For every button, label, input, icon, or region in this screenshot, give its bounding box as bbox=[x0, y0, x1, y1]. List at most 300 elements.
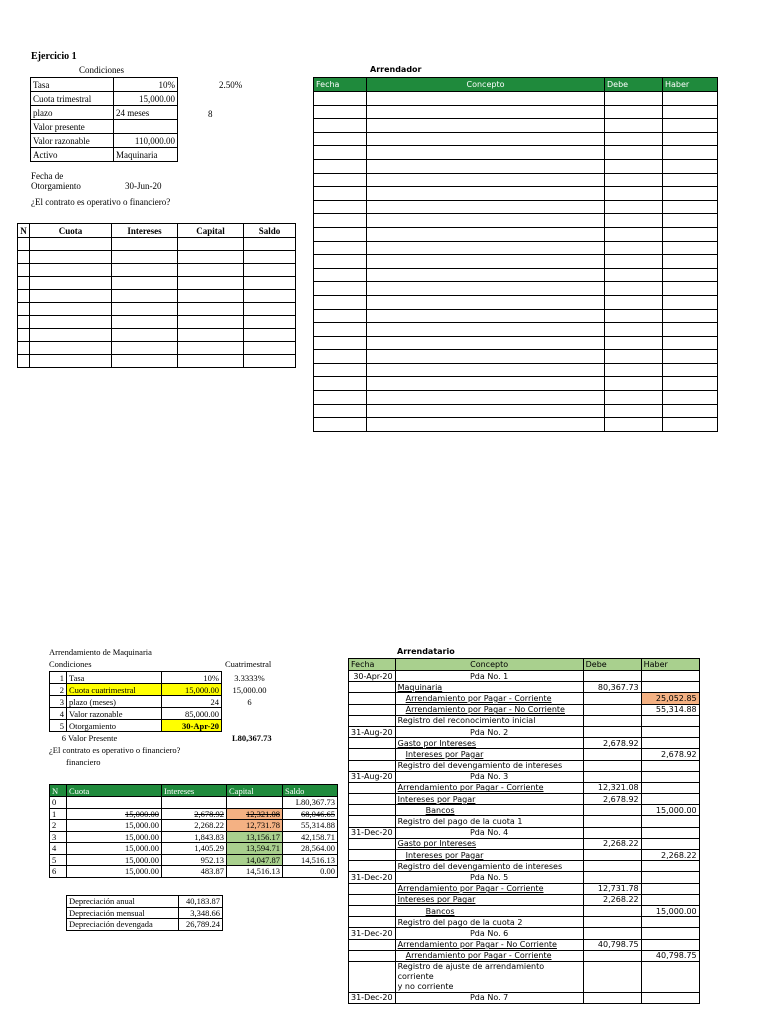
journal-row bbox=[349, 726, 700, 737]
arrendador-header: Haber bbox=[663, 78, 718, 92]
empty-cell[interactable] bbox=[605, 268, 663, 282]
table-row bbox=[50, 843, 338, 855]
journal-concepto bbox=[395, 838, 583, 849]
conditions-title: Condiciones bbox=[79, 65, 124, 75]
journal-debe bbox=[583, 861, 641, 872]
empty-cell[interactable] bbox=[314, 227, 367, 241]
condition-label: plazo bbox=[31, 106, 114, 120]
empty-cell[interactable] bbox=[663, 418, 718, 432]
empty-cell[interactable] bbox=[314, 309, 367, 323]
journal-fecha bbox=[349, 805, 396, 816]
journal-row bbox=[349, 794, 700, 805]
empty-cell[interactable] bbox=[178, 264, 244, 277]
empty-cell[interactable] bbox=[244, 303, 296, 316]
journal-fecha bbox=[349, 794, 396, 805]
journal-haber bbox=[641, 726, 699, 737]
journal-concepto bbox=[395, 950, 583, 961]
amort-intereses: 483.87 bbox=[162, 866, 227, 878]
empty-cell[interactable] bbox=[663, 363, 718, 377]
journal-row bbox=[349, 693, 700, 704]
empty-cell[interactable] bbox=[663, 187, 718, 201]
empty-cell[interactable] bbox=[367, 146, 605, 160]
side-rate: 2.50% bbox=[219, 80, 243, 90]
journal-concepto bbox=[395, 883, 583, 894]
journal-row bbox=[349, 872, 700, 883]
condition-row bbox=[31, 78, 178, 92]
table-row bbox=[314, 282, 718, 296]
condition-label: Cuota trimestral bbox=[31, 92, 114, 106]
bottom-amort-table bbox=[49, 784, 338, 878]
condition-side: 15,000.00 bbox=[232, 684, 267, 695]
empty-cell[interactable] bbox=[244, 342, 296, 355]
empty-cell[interactable] bbox=[605, 255, 663, 269]
condition-row bbox=[50, 720, 278, 732]
empty-cell[interactable] bbox=[367, 159, 605, 173]
amort-capital bbox=[227, 797, 283, 809]
condition-value bbox=[114, 120, 178, 134]
journal-fecha bbox=[349, 782, 396, 793]
empty-cell[interactable] bbox=[605, 282, 663, 296]
empty-cell[interactable] bbox=[112, 355, 178, 368]
fecha-label-line1: Fecha de bbox=[31, 171, 64, 181]
empty-cell[interactable] bbox=[367, 227, 605, 241]
empty-cell[interactable] bbox=[178, 342, 244, 355]
journal-header: Debe bbox=[583, 659, 641, 671]
journal-row bbox=[349, 816, 700, 827]
journal-row bbox=[349, 715, 700, 726]
empty-cell[interactable] bbox=[30, 342, 112, 355]
journal-debe bbox=[583, 961, 641, 992]
depreciation-row bbox=[67, 896, 223, 908]
journal-fecha bbox=[349, 760, 396, 771]
empty-cell[interactable] bbox=[30, 355, 112, 368]
empty-cell[interactable] bbox=[663, 173, 718, 187]
empty-cell[interactable] bbox=[605, 105, 663, 119]
empty-cell[interactable] bbox=[314, 187, 367, 201]
empty-cell[interactable] bbox=[18, 316, 30, 329]
empty-cell[interactable] bbox=[244, 277, 296, 290]
empty-cell[interactable] bbox=[605, 323, 663, 337]
empty-cell[interactable] bbox=[605, 377, 663, 391]
empty-cell[interactable] bbox=[605, 404, 663, 418]
empty-cell[interactable] bbox=[367, 241, 605, 255]
amort-capital: 14,047.87 bbox=[227, 854, 283, 866]
empty-cell[interactable] bbox=[314, 214, 367, 228]
table-row bbox=[314, 404, 718, 418]
empty-cell[interactable] bbox=[605, 159, 663, 173]
journal-haber: 15,000.00 bbox=[641, 805, 699, 816]
empty-cell[interactable] bbox=[314, 350, 367, 364]
journal-debe: 40,798.75 bbox=[583, 939, 641, 950]
depreciation-table bbox=[66, 895, 223, 931]
empty-cell[interactable] bbox=[112, 264, 178, 277]
amort-header: Intereses bbox=[112, 224, 178, 238]
empty-cell[interactable] bbox=[30, 264, 112, 277]
journal-debe bbox=[583, 816, 641, 827]
empty-cell[interactable] bbox=[178, 303, 244, 316]
empty-cell[interactable] bbox=[367, 255, 605, 269]
empty-cell[interactable] bbox=[663, 404, 718, 418]
table-row bbox=[314, 187, 718, 201]
empty-cell[interactable] bbox=[30, 329, 112, 342]
empty-cell[interactable] bbox=[367, 105, 605, 119]
journal-concepto: Registro del pago de la cuota 2 bbox=[395, 917, 583, 928]
period-label: Cuatrimestral bbox=[225, 659, 272, 669]
journal-haber: 15,000.00 bbox=[641, 905, 699, 916]
journal-haber bbox=[641, 738, 699, 749]
empty-cell[interactable] bbox=[244, 264, 296, 277]
journal-haber bbox=[641, 827, 699, 838]
empty-cell[interactable] bbox=[663, 132, 718, 146]
empty-cell[interactable] bbox=[314, 295, 367, 309]
empty-cell[interactable] bbox=[314, 241, 367, 255]
empty-cell[interactable] bbox=[367, 323, 605, 337]
empty-cell[interactable] bbox=[314, 391, 367, 405]
journal-concepto: Registro del pago de la cuota 1 bbox=[395, 816, 583, 827]
journal-debe: 2,268.22 bbox=[583, 894, 641, 905]
journal-row bbox=[349, 749, 700, 760]
condition-number: 5 bbox=[50, 720, 67, 732]
empty-cell[interactable] bbox=[367, 214, 605, 228]
condition-label: Activo bbox=[31, 148, 114, 162]
empty-cell[interactable] bbox=[367, 377, 605, 391]
empty-cell[interactable] bbox=[605, 227, 663, 241]
amort-header: N bbox=[50, 785, 67, 797]
amort-header: Capital bbox=[227, 785, 283, 797]
amort-cuota: 15,000.00 bbox=[67, 866, 162, 878]
table-row bbox=[314, 214, 718, 228]
empty-cell[interactable] bbox=[30, 290, 112, 303]
empty-cell[interactable] bbox=[314, 200, 367, 214]
journal-row bbox=[349, 738, 700, 749]
empty-cell[interactable] bbox=[178, 355, 244, 368]
empty-cell[interactable] bbox=[605, 241, 663, 255]
table-row bbox=[18, 355, 296, 368]
table-row bbox=[314, 255, 718, 269]
table-row bbox=[314, 377, 718, 391]
journal-debe bbox=[583, 950, 641, 961]
empty-cell[interactable] bbox=[605, 214, 663, 228]
empty-cell[interactable] bbox=[112, 342, 178, 355]
journal-concepto bbox=[395, 693, 583, 704]
empty-cell[interactable] bbox=[112, 277, 178, 290]
journal-haber bbox=[641, 872, 699, 883]
depreciation-label: Depreciación mensual bbox=[67, 907, 179, 919]
conditions-table bbox=[30, 77, 178, 162]
condition-number: 3 bbox=[50, 696, 67, 708]
empty-cell[interactable] bbox=[18, 290, 30, 303]
condition-row bbox=[50, 672, 278, 684]
empty-cell[interactable] bbox=[605, 200, 663, 214]
account-name: Bancos bbox=[425, 906, 455, 916]
empty-cell[interactable] bbox=[30, 251, 112, 264]
amort-capital: 14,516.13 bbox=[227, 866, 283, 878]
journal-debe bbox=[583, 726, 641, 737]
journal-row bbox=[349, 917, 700, 928]
table-row bbox=[314, 323, 718, 337]
empty-cell[interactable] bbox=[367, 119, 605, 133]
empty-cell[interactable] bbox=[112, 238, 178, 251]
empty-cell[interactable] bbox=[605, 146, 663, 160]
table-row bbox=[18, 264, 296, 277]
empty-cell[interactable] bbox=[663, 350, 718, 364]
journal-row bbox=[349, 950, 700, 961]
journal-debe bbox=[583, 905, 641, 916]
journal-row bbox=[349, 671, 700, 682]
journal-concepto: Pda No. 4 bbox=[395, 827, 583, 838]
table-row bbox=[314, 227, 718, 241]
empty-cell[interactable] bbox=[112, 316, 178, 329]
empty-cell[interactable] bbox=[314, 255, 367, 269]
journal-debe bbox=[583, 704, 641, 715]
empty-cell[interactable] bbox=[18, 238, 30, 251]
condition-number: 2 bbox=[50, 684, 67, 696]
amort-header: Saldo bbox=[244, 224, 296, 238]
empty-cell[interactable] bbox=[314, 119, 367, 133]
table-row bbox=[18, 251, 296, 264]
empty-cell[interactable] bbox=[244, 329, 296, 342]
table-row bbox=[314, 105, 718, 119]
depreciation-row bbox=[67, 919, 223, 931]
journal-concepto bbox=[395, 749, 583, 760]
empty-cell[interactable] bbox=[605, 295, 663, 309]
empty-cell[interactable] bbox=[367, 132, 605, 146]
empty-cell[interactable] bbox=[244, 238, 296, 251]
empty-cell[interactable] bbox=[314, 323, 367, 337]
empty-cell[interactable] bbox=[18, 303, 30, 316]
arrendador-header: Debe bbox=[605, 78, 663, 92]
condition-value: Maquinaria bbox=[114, 148, 178, 162]
journal-header: Fecha bbox=[349, 659, 396, 671]
journal-concepto bbox=[395, 939, 583, 950]
arrendador-table bbox=[313, 77, 718, 432]
journal-haber bbox=[641, 671, 699, 682]
amort-n: 2 bbox=[50, 820, 67, 832]
top-question: ¿El contrato es operativo o financiero? bbox=[31, 197, 171, 207]
account-name: Intereses por Pagar bbox=[405, 850, 484, 860]
amort-n: 5 bbox=[50, 854, 67, 866]
empty-cell[interactable] bbox=[30, 316, 112, 329]
empty-cell[interactable] bbox=[367, 173, 605, 187]
empty-cell[interactable] bbox=[663, 336, 718, 350]
empty-cell[interactable] bbox=[367, 92, 605, 106]
empty-cell[interactable] bbox=[605, 132, 663, 146]
amort-header: Cuota bbox=[30, 224, 112, 238]
empty-cell[interactable] bbox=[112, 329, 178, 342]
empty-cell[interactable] bbox=[605, 173, 663, 187]
bottom-answer: financiero bbox=[66, 757, 101, 767]
empty-cell[interactable] bbox=[178, 329, 244, 342]
empty-cell[interactable] bbox=[367, 363, 605, 377]
empty-cell[interactable] bbox=[367, 391, 605, 405]
empty-cell[interactable] bbox=[244, 290, 296, 303]
journal-concepto bbox=[395, 682, 583, 693]
empty-cell[interactable] bbox=[244, 355, 296, 368]
account-name: Arrendamiento por Pagar - Corriente bbox=[405, 951, 552, 961]
account-name: Intereses por Pagar bbox=[405, 749, 484, 759]
empty-cell[interactable] bbox=[663, 295, 718, 309]
journal-concepto: Pda No. 6 bbox=[395, 928, 583, 939]
empty-cell[interactable] bbox=[663, 377, 718, 391]
fecha-value: 30-Jun-20 bbox=[125, 181, 162, 191]
journal-haber bbox=[641, 782, 699, 793]
empty-cell[interactable] bbox=[314, 105, 367, 119]
empty-cell[interactable] bbox=[18, 342, 30, 355]
empty-cell[interactable] bbox=[244, 251, 296, 264]
side-periods: 8 bbox=[208, 109, 213, 119]
top-amort-table bbox=[17, 223, 296, 368]
bottom-conditions-table bbox=[49, 671, 278, 732]
empty-cell[interactable] bbox=[314, 132, 367, 146]
condition-value: 10% bbox=[114, 78, 178, 92]
condition-row bbox=[50, 696, 278, 708]
journal-haber bbox=[641, 894, 699, 905]
empty-cell[interactable] bbox=[605, 336, 663, 350]
journal-concepto bbox=[395, 794, 583, 805]
empty-cell[interactable] bbox=[314, 282, 367, 296]
journal-fecha: 31-Aug-20 bbox=[349, 771, 396, 782]
empty-cell[interactable] bbox=[367, 350, 605, 364]
amort-cuota: 15,000.00 bbox=[67, 831, 162, 843]
empty-cell[interactable] bbox=[605, 92, 663, 106]
empty-cell[interactable] bbox=[18, 277, 30, 290]
empty-cell[interactable] bbox=[605, 418, 663, 432]
journal-debe: 80,367.73 bbox=[583, 682, 641, 693]
empty-cell[interactable] bbox=[367, 187, 605, 201]
journal-haber bbox=[641, 816, 699, 827]
journal-haber bbox=[641, 939, 699, 950]
condition-label: Otorgamiento bbox=[67, 720, 162, 732]
journal-debe: 12,321.08 bbox=[583, 782, 641, 793]
empty-cell[interactable] bbox=[663, 309, 718, 323]
journal-fecha bbox=[349, 883, 396, 894]
account-name: Gasto por Intereses bbox=[397, 738, 477, 748]
empty-cell[interactable] bbox=[314, 336, 367, 350]
journal-concepto bbox=[395, 894, 583, 905]
empty-cell[interactable] bbox=[663, 323, 718, 337]
empty-cell[interactable] bbox=[178, 277, 244, 290]
bottom-question: ¿El contrato es operativo o financiero? bbox=[49, 745, 181, 755]
table-row bbox=[18, 329, 296, 342]
empty-cell[interactable] bbox=[663, 119, 718, 133]
empty-cell[interactable] bbox=[367, 336, 605, 350]
empty-cell[interactable] bbox=[18, 251, 30, 264]
empty-cell[interactable] bbox=[314, 404, 367, 418]
empty-cell[interactable] bbox=[18, 355, 30, 368]
depreciation-label: Depreciación devengada bbox=[67, 919, 179, 931]
condition-label: plazo (meses) bbox=[67, 696, 162, 708]
empty-cell[interactable] bbox=[663, 159, 718, 173]
depreciation-row bbox=[67, 907, 223, 919]
empty-cell[interactable] bbox=[605, 187, 663, 201]
empty-cell[interactable] bbox=[663, 105, 718, 119]
journal-haber bbox=[641, 715, 699, 726]
journal-fecha bbox=[349, 693, 396, 704]
journal-debe bbox=[583, 827, 641, 838]
empty-cell[interactable] bbox=[30, 303, 112, 316]
amort-intereses: 2,268.22 bbox=[162, 820, 227, 832]
journal-fecha: 31-Dec-20 bbox=[349, 992, 396, 1003]
journal-concepto bbox=[395, 905, 583, 916]
empty-cell[interactable] bbox=[367, 404, 605, 418]
empty-cell[interactable] bbox=[178, 251, 244, 264]
journal-haber bbox=[641, 883, 699, 894]
empty-cell[interactable] bbox=[367, 268, 605, 282]
condition-label: Tasa bbox=[31, 78, 114, 92]
empty-cell[interactable] bbox=[663, 92, 718, 106]
empty-cell[interactable] bbox=[178, 290, 244, 303]
empty-cell[interactable] bbox=[314, 146, 367, 160]
empty-cell[interactable] bbox=[663, 146, 718, 160]
empty-cell[interactable] bbox=[178, 316, 244, 329]
empty-cell[interactable] bbox=[367, 200, 605, 214]
arrendador-header: Fecha bbox=[314, 78, 367, 92]
empty-cell[interactable] bbox=[663, 268, 718, 282]
empty-cell[interactable] bbox=[367, 295, 605, 309]
empty-cell[interactable] bbox=[663, 255, 718, 269]
empty-cell[interactable] bbox=[112, 303, 178, 316]
empty-cell[interactable] bbox=[112, 290, 178, 303]
empty-cell[interactable] bbox=[314, 92, 367, 106]
journal-concepto bbox=[395, 961, 583, 992]
empty-cell[interactable] bbox=[18, 329, 30, 342]
empty-cell[interactable] bbox=[30, 277, 112, 290]
empty-cell[interactable] bbox=[244, 316, 296, 329]
journal-row bbox=[349, 805, 700, 816]
empty-cell[interactable] bbox=[605, 309, 663, 323]
journal-fecha bbox=[349, 738, 396, 749]
empty-cell[interactable] bbox=[178, 238, 244, 251]
empty-cell[interactable] bbox=[605, 350, 663, 364]
journal-row bbox=[349, 894, 700, 905]
amort-header: Cuota bbox=[67, 785, 162, 797]
journal-fecha bbox=[349, 682, 396, 693]
amort-intereses: 952.13 bbox=[162, 854, 227, 866]
empty-cell[interactable] bbox=[663, 391, 718, 405]
amort-intereses bbox=[162, 797, 227, 809]
empty-cell[interactable] bbox=[605, 119, 663, 133]
empty-cell[interactable] bbox=[314, 377, 367, 391]
empty-cell[interactable] bbox=[663, 227, 718, 241]
empty-cell[interactable] bbox=[18, 264, 30, 277]
journal-row bbox=[349, 961, 700, 992]
journal-table bbox=[348, 658, 700, 1004]
empty-cell[interactable] bbox=[663, 241, 718, 255]
empty-cell[interactable] bbox=[314, 173, 367, 187]
empty-cell[interactable] bbox=[367, 282, 605, 296]
empty-cell[interactable] bbox=[112, 251, 178, 264]
amort-capital: 13,156.17 bbox=[227, 831, 283, 843]
journal-row bbox=[349, 838, 700, 849]
empty-cell[interactable] bbox=[314, 159, 367, 173]
empty-cell[interactable] bbox=[663, 200, 718, 214]
empty-cell[interactable] bbox=[663, 282, 718, 296]
amort-n: 0 bbox=[50, 797, 67, 809]
fecha-label-line2: Otorgamiento bbox=[31, 181, 81, 191]
empty-cell[interactable] bbox=[367, 309, 605, 323]
empty-cell[interactable] bbox=[367, 418, 605, 432]
journal-fecha: 31-Aug-20 bbox=[349, 726, 396, 737]
empty-cell[interactable] bbox=[663, 214, 718, 228]
table-row bbox=[314, 119, 718, 133]
empty-cell[interactable] bbox=[314, 363, 367, 377]
empty-cell[interactable] bbox=[605, 363, 663, 377]
empty-cell[interactable] bbox=[30, 238, 112, 251]
empty-cell[interactable] bbox=[605, 391, 663, 405]
empty-cell[interactable] bbox=[314, 418, 367, 432]
empty-cell[interactable] bbox=[314, 268, 367, 282]
journal-concepto bbox=[395, 782, 583, 793]
